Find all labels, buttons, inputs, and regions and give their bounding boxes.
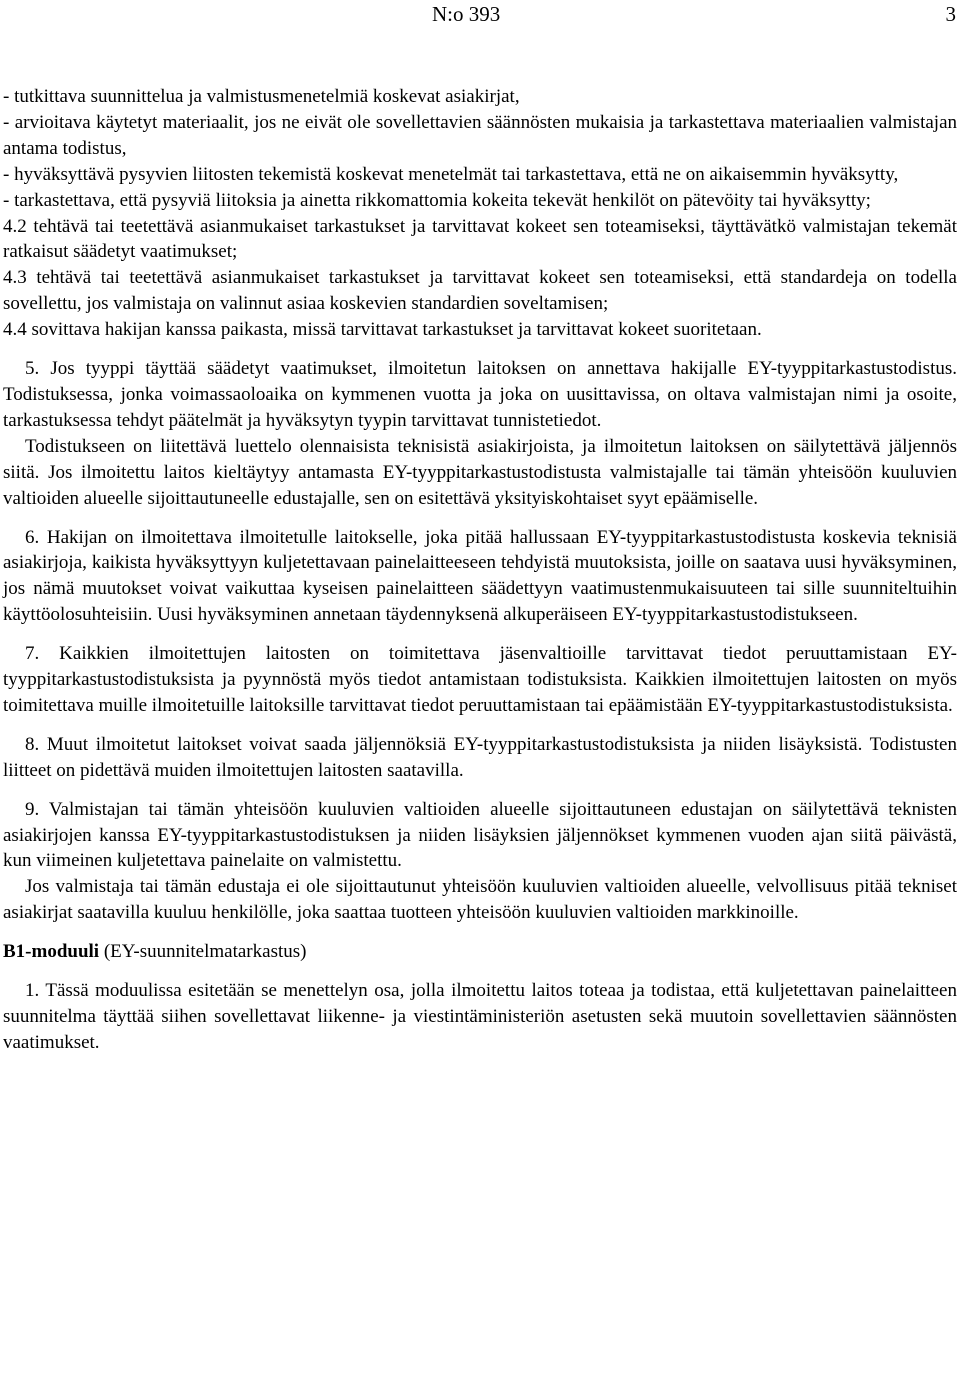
paragraph-spacer — [3, 628, 957, 641]
paragraph-spacer — [3, 512, 957, 525]
paragraph-8: 8. Muut ilmoitetut laitokset voivat saada jäljennöksiä EY-tyyppitarkastustodistuksista ja niiden lisäyksistä. Todistusten liitteet on pidettävä muiden ilmoitettujen laitosten saatavilla. — [3, 733, 957, 781]
section-heading-rest: (EY-suunnitelmatarkastus) — [99, 941, 307, 963]
paragraph-5: 5. Jos tyyppi täyttää säädetyt vaatimukset, ilmoitetun laitoksen on annettava hakijalle EY-tyyppitarkastustodistus. Todistuksessa, jonka voimassaoloaika on kymmenen vuotta ja joka on uusittavissa, on oltava valmistajan nimi ja osoite, tarkastuksessa tehdyt päätelmät ja hyväksytyn tyypin tarvittavat tunnistetiedot. — [3, 358, 957, 431]
paragraph-9: 9. Valmistajan tai tämän yhteisöön kuuluvien valtioiden alueelle sijoittautuneen edustajan on säilytettävä teknisten asiakirjojen kanssa EY-tyyppitarkastustodistuksen ja niiden lisäyksien jäljennökset kymmenen vuoden ajan siitä päivästä, kun viimeinen kuljetettava painelaite on valmistettu. — [3, 798, 957, 872]
paragraph-spacer — [3, 784, 957, 797]
paragraph-5-continued: Todistukseen on liitettävä luettelo olennaisista teknisistä asiakirjoista, ja ilmoitetun laitoksen on säilytettävä jäljennös siitä. Jos ilmoitettu laitos kieltäytyy antamasta EY-tyyppitarkastustodistusta valmistajalle tai tämän yhteisöön kuuluvien valtioiden alueelle sijoittautuneelle edustajalle, sen on esitettävä yksityiskohtaiset syyt epäämiselle. — [3, 435, 957, 509]
paragraph-7: 7. Kaikkien ilmoitettujen laitosten on toimitettava jäsenvaltioille tarvittavat tiedot peruuttamistaan EY-tyyppitarkastustodistuksista ja pyynnöstä myös tiedot antamistaan todistuksista. Kaikkien ilmoitettujen laitosten on myös toimitettava muille ilmoitetuille laitoksille tarvittavat tiedot peruuttamistaan tai epäämistään EY-tyyppitarkastustodistuksista. — [3, 643, 957, 716]
paragraph-spacer — [3, 343, 957, 356]
list-item: - tarkastettava, että pysyviä liitoksia ja ainetta rikkomattomia kokeita tekevät henkilöt on pätevöity tai hyväksytty; — [3, 189, 871, 211]
page-header — [0, 0, 960, 26]
paragraph-4-3: 4.3 tehtävä tai teetettävä asianmukaiset tarkastukset ja tarvittavat kokeet sen toteamiseksi, että standardeja on todella sovellettu, jos valmistaja on valinnut asiaa koskevien standardien soveltamisen; — [3, 267, 957, 315]
paragraph-spacer — [3, 926, 957, 939]
paragraph-b1-1: 1. Tässä moduulissa esitetään se menettelyn osa, jolla ilmoitettu laitos toteaa ja todistaa, että kuljetettavan painelaitteen suunnitelma täyttää siihen sovellettavat liikenne- ja viestintäministeriön asetusten sekä muutoin sovellettavien säännösten vaatimukset. — [3, 980, 957, 1053]
paragraph-spacer — [3, 965, 957, 978]
section-heading-bold: B1-moduuli — [3, 941, 100, 963]
paragraph-4-4: 4.4 sovittava hakijan kanssa paikasta, missä tarvittavat tarkastukset ja tarvittavat kokeet suoritetaan. — [3, 319, 762, 341]
document-body — [3, 84, 957, 1056]
section-heading — [3, 939, 957, 965]
paragraph-spacer — [3, 719, 957, 732]
list-item: - tutkittava suunnittelua ja valmistusmenetelmiä koskevat asiakirjat, — [3, 86, 520, 107]
page-number: 3 — [945, 2, 956, 26]
document-number: N:o 393 — [432, 2, 501, 26]
list-item: - hyväksyttävä pysyvien liitosten tekemistä koskevat menetelmät tai tarkastettava, että ne on aikaisemmin hyväksytty, — [3, 163, 899, 185]
list-item: - arvioitava käytetyt materiaalit, jos ne eivät ole sovellettavien säännösten mukaisia ja tarkastettava materiaalien valmistajan antama todistus, — [3, 111, 957, 159]
paragraph-9-continued: Jos valmistaja tai tämän edustaja ei ole sijoittautunut yhteisöön kuuluvien valtioiden alueelle, velvollisuus pitää tekniset asiakirjat saatavilla kuuluu henkilölle, joka saattaa tuotteen yhteisöön kuuluvien valtioiden markkinoille. — [3, 876, 957, 924]
paragraph-6: 6. Hakijan on ilmoitettava ilmoitetulle laitokselle, joka pitää hallussaan EY-tyyppitarkastustodistusta koskevia teknisiä asiakirjoja, kaikista hyväksyttyyn kuljetettavaan painelaitteeseen tehdyistä muutoksista, joille on saatava uusi hyväksyminen, jos nämä muutokset voivat vaikuttaa kyseisen painelaitteen säädettyyn vaatimustenmukaisuuteen tai sille suunniteltuihin käyttöolosuhteisiin. Uusi hyväksyminen annetaan täydennyksenä alkuperäiseen EY-tyyppitarkastustodistukseen. — [3, 526, 957, 626]
paragraph-4-2: 4.2 tehtävä tai teetettävä asianmukaiset tarkastukset ja tarvittavat kokeet sen toteamiseksi, täyttävätkö valmistajan tekemät ratkaisut säädetyt vaatimukset; — [3, 215, 957, 263]
